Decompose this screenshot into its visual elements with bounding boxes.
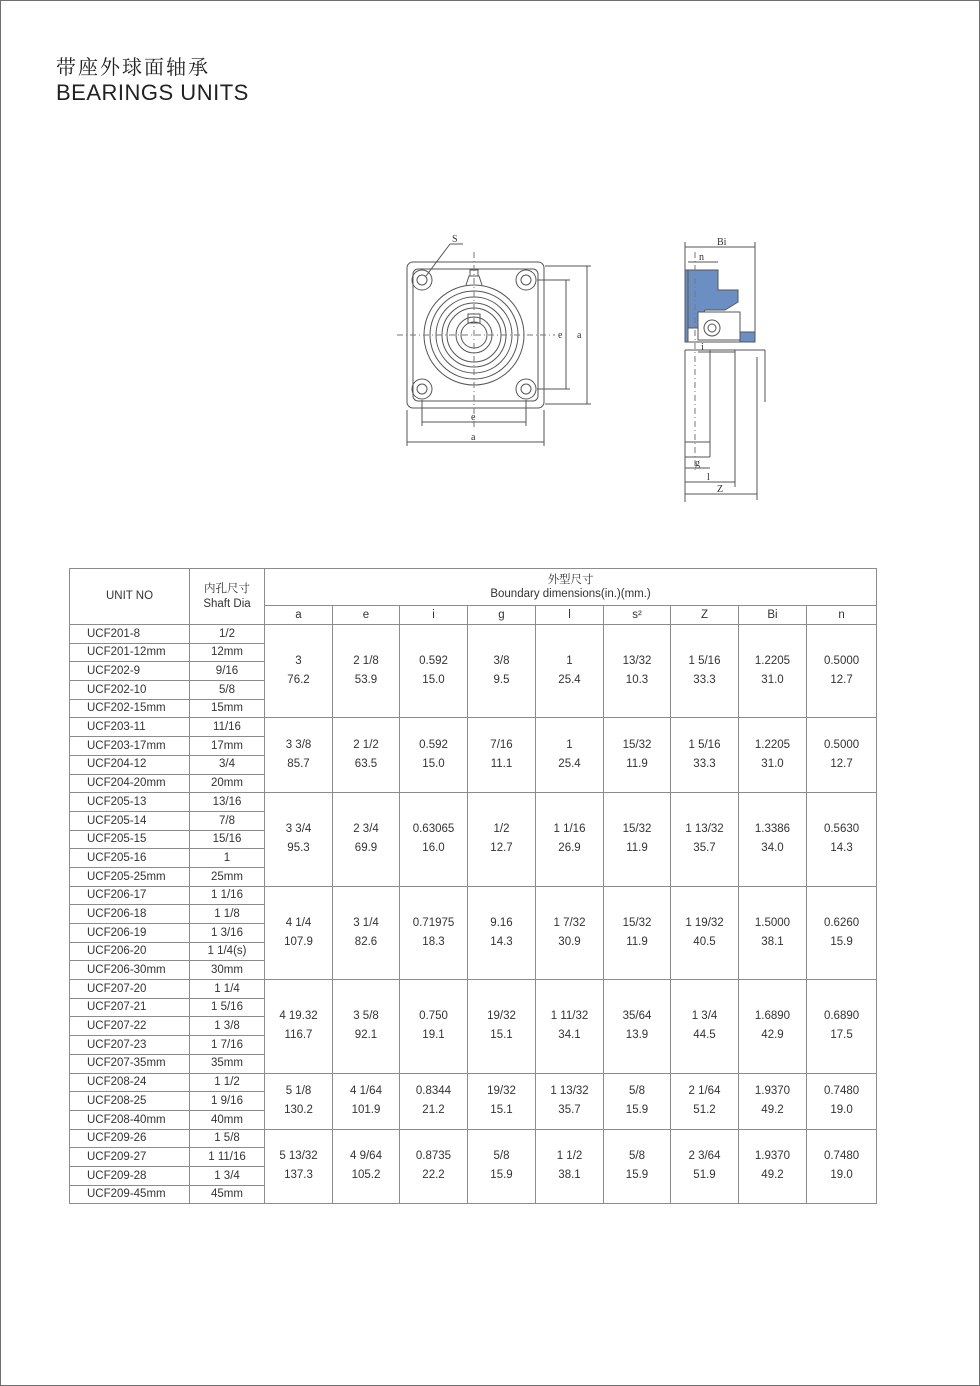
dimension-cell <box>400 625 468 718</box>
shaft-dia-cell: 13/16 <box>190 793 265 812</box>
dimension-inch: 5 1/8 <box>285 1085 312 1098</box>
dimension-cell <box>400 980 468 1073</box>
dimension-mm: 34.1 <box>558 1029 581 1042</box>
dimension-mm: 17.5 <box>830 1029 853 1042</box>
dimension-cell <box>807 1129 877 1204</box>
dimension-cell <box>400 886 468 979</box>
header-boundary-dimensions <box>265 569 877 606</box>
shaft-dia-cell: 12mm <box>190 643 265 662</box>
shaft-dia-cell: 40mm <box>190 1110 265 1129</box>
dimension-inch: 1.2205 <box>754 739 791 752</box>
subheader-cell: Z <box>671 606 739 625</box>
dimension-cell <box>604 718 671 793</box>
dimension-cell <box>468 886 536 979</box>
shaft-dia-cell: 17mm <box>190 737 265 756</box>
shaft-dia-cell: 1 1/2 <box>190 1073 265 1092</box>
dimension-mm: 15.1 <box>490 1029 513 1042</box>
shaft-dia-cell: 3/4 <box>190 755 265 774</box>
dimension-inch: 1 <box>566 655 573 668</box>
subheader-cell: s² <box>604 606 671 625</box>
dimension-inch: 5/8 <box>493 1150 510 1163</box>
unit-no-cell: UCF204-12 <box>70 755 190 774</box>
subheader-cell: g <box>468 606 536 625</box>
unit-no-cell: UCF205-13 <box>70 793 190 812</box>
dimension-mm: 49.2 <box>761 1169 784 1182</box>
dimension-cell <box>536 886 604 979</box>
dimension-cell <box>468 793 536 886</box>
dimension-inch: 1 5/16 <box>688 655 721 668</box>
dimension-mm: 76.2 <box>287 674 310 687</box>
dimension-mm: 15.0 <box>422 758 445 771</box>
dimension-inch: 0.6260 <box>823 916 860 929</box>
dimension-cell <box>468 1129 536 1204</box>
unit-no-cell: UCF206-17 <box>70 886 190 905</box>
dimension-mm: 53.9 <box>354 674 378 687</box>
dimension-cell <box>739 793 807 886</box>
shaft-dia-cell: 1 11/16 <box>190 1148 265 1167</box>
dimension-cell <box>604 625 671 718</box>
dimension-cell <box>333 886 400 979</box>
dimension-cell <box>265 1129 333 1204</box>
header-boundary-en: Boundary dimensions(in.)(mm.) <box>490 588 651 600</box>
dimension-mm: 38.1 <box>558 1169 581 1182</box>
shaft-dia-cell: 30mm <box>190 961 265 980</box>
dimension-inch: 1 13/32 <box>550 1085 589 1098</box>
dimension-inch: 5/8 <box>629 1085 645 1098</box>
dimension-inch: 15/32 <box>622 823 652 836</box>
dimension-inch: 0.592 <box>419 739 448 752</box>
dimension-cell <box>604 1129 671 1204</box>
dimension-mm: 35.7 <box>558 1104 581 1117</box>
dimension-mm: 130.2 <box>284 1104 313 1117</box>
unit-no-cell: UCF206-30mm <box>70 961 190 980</box>
dimension-inch: 1/2 <box>493 823 510 836</box>
dimension-inch: 3 3/8 <box>285 739 312 752</box>
dimension-inch: 4 19.32 <box>279 1010 318 1023</box>
dimension-mm: 11.9 <box>626 758 648 771</box>
dimension-mm: 25.4 <box>558 758 581 771</box>
dimension-cell <box>807 718 877 793</box>
dimension-mm: 15.0 <box>422 674 445 687</box>
dimension-mm: 11.9 <box>626 842 648 855</box>
dimension-cell <box>400 718 468 793</box>
unit-no-cell: UCF205-14 <box>70 811 190 830</box>
dimension-inch: 3 1/4 <box>353 916 379 929</box>
dimension-cell <box>739 718 807 793</box>
dimension-inch: 19/32 <box>487 1010 516 1023</box>
dimension-mm: 69.9 <box>354 842 378 855</box>
table-row <box>70 793 877 812</box>
unit-no-cell: UCF202-15mm <box>70 699 190 718</box>
label-bi: Bi <box>717 237 727 248</box>
shaft-dia-cell: 1/2 <box>190 625 265 644</box>
dimension-cell <box>536 793 604 886</box>
label-a-horizontal: a <box>471 432 476 443</box>
page-title-english: BEARINGS UNITS <box>56 80 249 105</box>
dimension-cell <box>333 1129 400 1204</box>
dimension-inch: 0.7480 <box>823 1085 860 1098</box>
dimension-inch: 1.9370 <box>754 1150 791 1163</box>
dimension-mm: 51.2 <box>693 1104 716 1117</box>
dimension-mm: 15.1 <box>490 1104 513 1117</box>
unit-no-cell: UCF209-28 <box>70 1166 190 1185</box>
dimension-cell <box>265 980 333 1073</box>
dimension-cell <box>807 886 877 979</box>
dimension-inch: 2 1/2 <box>353 739 379 752</box>
dimension-mm: 33.3 <box>693 758 716 771</box>
header-shaft-dia <box>190 569 265 625</box>
table-body <box>70 625 877 1204</box>
dimension-mm: 30.9 <box>558 935 581 948</box>
bearing-unit-drawing <box>395 232 775 507</box>
dimension-cell <box>807 793 877 886</box>
table-row <box>70 1073 877 1092</box>
dimension-cell <box>333 625 400 718</box>
dimension-inch: 5/8 <box>629 1150 645 1163</box>
dimension-cell <box>468 625 536 718</box>
dimension-inch: 0.8344 <box>415 1085 452 1098</box>
unit-no-cell: UCF206-19 <box>70 924 190 943</box>
subheader-cell: a <box>265 606 333 625</box>
dimension-inch: 3 <box>295 655 302 668</box>
unit-no-cell: UCF207-20 <box>70 980 190 999</box>
unit-no-cell: UCF208-25 <box>70 1092 190 1111</box>
unit-no-cell: UCF206-18 <box>70 905 190 924</box>
dimension-cell <box>671 793 739 886</box>
dimension-mm: 22.2 <box>422 1169 445 1182</box>
dimension-inch: 19/32 <box>487 1085 516 1098</box>
dimension-mm: 137.3 <box>284 1169 313 1182</box>
table-row <box>70 886 877 905</box>
dimension-cell <box>807 980 877 1073</box>
dimension-cell <box>671 625 739 718</box>
dimension-cell <box>671 980 739 1073</box>
unit-no-cell: UCF209-27 <box>70 1148 190 1167</box>
label-g: g <box>695 458 700 469</box>
dimension-cell <box>604 793 671 886</box>
shaft-dia-cell: 45mm <box>190 1185 265 1204</box>
unit-no-cell: UCF202-10 <box>70 681 190 700</box>
dimension-cell <box>807 1073 877 1129</box>
dimension-cell <box>265 625 333 718</box>
unit-no-cell: UCF201-8 <box>70 625 190 644</box>
shaft-dia-cell: 1 5/16 <box>190 998 265 1017</box>
unit-no-cell: UCF208-40mm <box>70 1110 190 1129</box>
dimension-mm: 21.2 <box>422 1104 445 1117</box>
dimension-cell <box>807 625 877 718</box>
subheader-cell: Bi <box>739 606 807 625</box>
dimension-cell <box>536 718 604 793</box>
header-shaft-cn: 内孔尺寸 <box>204 583 250 596</box>
dimension-cell <box>671 1129 739 1204</box>
dimension-inch: 1.2205 <box>754 655 791 668</box>
dimension-inch: 0.750 <box>419 1010 448 1023</box>
shaft-dia-cell: 1 1/4(s) <box>190 942 265 961</box>
dimension-inch: 1 19/32 <box>685 916 724 929</box>
subheader-cell: e <box>333 606 400 625</box>
shaft-dia-cell: 25mm <box>190 867 265 886</box>
dimension-cell <box>468 718 536 793</box>
dimension-cell <box>265 886 333 979</box>
dimension-inch: 1 13/32 <box>685 823 724 836</box>
dimension-inch: 0.63065 <box>412 823 455 836</box>
unit-no-cell: UCF207-21 <box>70 998 190 1017</box>
front-view <box>397 244 591 446</box>
dimension-cell <box>265 793 333 886</box>
dimension-mm: 49.2 <box>761 1104 784 1117</box>
dimension-cell <box>333 793 400 886</box>
dimension-mm: 14.3 <box>490 935 513 948</box>
subheader-cell: n <box>807 606 877 625</box>
shaft-dia-cell: 1 1/8 <box>190 905 265 924</box>
dimension-cell <box>671 718 739 793</box>
header-boundary-cn: 外型尺寸 <box>547 573 594 586</box>
dimension-cell <box>333 1073 400 1129</box>
dimension-mm: 15.9 <box>830 935 853 948</box>
unit-no-cell: UCF208-24 <box>70 1073 190 1092</box>
dimension-mm: 33.3 <box>693 674 716 687</box>
dimension-inch: 1 7/32 <box>553 916 586 929</box>
dimension-mm: 15.9 <box>625 1104 649 1117</box>
dimension-cell <box>739 625 807 718</box>
dimension-mm: 42.9 <box>761 1029 784 1042</box>
header-shaft-en: Shaft Dia <box>203 597 251 610</box>
label-e-horizontal: e <box>471 412 476 423</box>
shaft-dia-cell: 1 1/16 <box>190 886 265 905</box>
dimension-mm: 19.0 <box>830 1104 853 1117</box>
shaft-dia-cell: 1 <box>190 849 265 868</box>
dimension-cell <box>604 980 671 1073</box>
dimension-inch: 7/16 <box>490 739 513 752</box>
dimension-mm: 63.5 <box>354 758 378 771</box>
dimension-cell <box>400 1073 468 1129</box>
dimension-mm: 105.2 <box>351 1169 381 1182</box>
dimension-inch: 1.9370 <box>754 1085 791 1098</box>
dimension-inch: 2 1/64 <box>688 1085 721 1098</box>
dimension-cell <box>536 625 604 718</box>
shaft-dia-cell: 20mm <box>190 774 265 793</box>
shaft-dia-cell: 1 1/4 <box>190 980 265 999</box>
dimension-mm: 19.0 <box>830 1169 853 1182</box>
dimension-mm: 40.5 <box>693 935 716 948</box>
dimension-mm: 34.0 <box>761 842 784 855</box>
unit-no-cell: UCF204-20mm <box>70 774 190 793</box>
dimension-mm: 12.7 <box>830 758 853 771</box>
dimension-inch: 3 5/8 <box>353 1010 379 1023</box>
dimension-mm: 107.9 <box>284 935 313 948</box>
dimension-cell <box>604 886 671 979</box>
shaft-dia-cell: 5/8 <box>190 681 265 700</box>
dimension-cell <box>468 980 536 1073</box>
table-row <box>70 625 877 644</box>
label-s: S <box>452 234 458 245</box>
dimension-mm: 31.0 <box>761 674 784 687</box>
dimension-inch: 0.71975 <box>412 916 455 929</box>
dimension-inch: 4 1/64 <box>350 1085 382 1098</box>
dimension-mm: 44.5 <box>693 1029 716 1042</box>
dimension-mm: 25.4 <box>558 674 581 687</box>
dimension-mm: 11.1 <box>490 758 513 771</box>
shaft-dia-cell: 1 3/4 <box>190 1166 265 1185</box>
dimension-cell <box>671 886 739 979</box>
dimension-inch: 0.5000 <box>823 655 860 668</box>
dimension-mm: 101.9 <box>351 1104 381 1117</box>
dimension-cell <box>400 1129 468 1204</box>
table-row <box>70 980 877 999</box>
unit-no-cell: UCF205-16 <box>70 849 190 868</box>
dimension-inch: 2 3/4 <box>353 823 379 836</box>
shaft-dia-cell: 15mm <box>190 699 265 718</box>
dimension-inch: 1 <box>566 739 573 752</box>
dimension-inch: 2 1/8 <box>353 655 379 668</box>
dimension-cell <box>604 1073 671 1129</box>
dimension-mm: 15.9 <box>625 1169 649 1182</box>
dimension-inch: 2 3/64 <box>688 1150 721 1163</box>
dimension-cell <box>265 1073 333 1129</box>
table-row <box>70 1129 877 1148</box>
subheader-cell: i <box>400 606 468 625</box>
dimension-inch: 1 1/2 <box>556 1150 583 1163</box>
dimension-cell <box>536 980 604 1073</box>
dimension-mm: 9.5 <box>493 674 510 687</box>
dimension-inch: 0.5000 <box>823 739 860 752</box>
dimension-mm: 15.9 <box>490 1169 513 1182</box>
dimension-mm: 11.9 <box>626 935 648 948</box>
dimension-inch: 1 11/32 <box>550 1010 589 1023</box>
dimension-mm: 35.7 <box>693 842 716 855</box>
dimension-inch: 0.5630 <box>823 823 860 836</box>
shaft-dia-cell: 7/8 <box>190 811 265 830</box>
unit-no-cell: UCF201-12mm <box>70 643 190 662</box>
dimension-inch: 9.16 <box>490 916 513 929</box>
dimension-cell <box>739 1129 807 1204</box>
header-unit-no: UNIT NO <box>70 569 190 625</box>
unit-no-cell: UCF207-35mm <box>70 1054 190 1073</box>
dimension-inch: 1.5000 <box>754 916 791 929</box>
dimension-cell <box>400 793 468 886</box>
shaft-dia-cell: 15/16 <box>190 830 265 849</box>
shaft-dia-cell: 1 3/16 <box>190 924 265 943</box>
shaft-dia-cell: 1 5/8 <box>190 1129 265 1148</box>
unit-no-cell: UCF203-17mm <box>70 737 190 756</box>
dimension-cell <box>671 1073 739 1129</box>
page-title-chinese: 带座外球面轴承 <box>56 55 210 79</box>
dimension-cell <box>265 718 333 793</box>
dimension-inch: 1.3386 <box>754 823 791 836</box>
dimension-mm: 38.1 <box>761 935 784 948</box>
label-i: i <box>701 342 704 353</box>
shaft-dia-cell: 1 3/8 <box>190 1017 265 1036</box>
dimension-inch: 35/64 <box>622 1010 652 1023</box>
dimension-mm: 31.0 <box>761 758 784 771</box>
dimension-inch: 1 1/16 <box>553 823 586 836</box>
dimension-inch: 0.7480 <box>823 1150 860 1163</box>
unit-no-cell: UCF205-15 <box>70 830 190 849</box>
label-l: l <box>707 472 710 483</box>
dimension-inch: 1 5/16 <box>688 739 721 752</box>
unit-no-cell: UCF202-9 <box>70 662 190 681</box>
dimension-mm: 18.3 <box>422 935 445 948</box>
dimension-cell <box>468 1073 536 1129</box>
dimension-inch: 0.6890 <box>823 1010 860 1023</box>
dimension-mm: 16.0 <box>422 842 445 855</box>
dimension-mm: 12.7 <box>490 842 513 855</box>
dimension-inch: 1.6890 <box>754 1010 791 1023</box>
shaft-dia-cell: 1 9/16 <box>190 1092 265 1111</box>
shaft-dia-cell: 35mm <box>190 1054 265 1073</box>
dimension-cell <box>536 1129 604 1204</box>
shaft-dia-cell: 11/16 <box>190 718 265 737</box>
unit-no-cell: UCF209-26 <box>70 1129 190 1148</box>
dimension-mm: 92.1 <box>354 1029 378 1042</box>
unit-no-cell: UCF207-23 <box>70 1036 190 1055</box>
dimension-inch: 0.8735 <box>415 1150 452 1163</box>
table-row <box>70 718 877 737</box>
dimension-inch: 4 1/4 <box>285 916 312 929</box>
dimension-cell <box>739 886 807 979</box>
dimension-inch: 4 9/64 <box>350 1150 382 1163</box>
dimension-inch: 3 3/4 <box>285 823 312 836</box>
dimension-mm: 19.1 <box>422 1029 445 1042</box>
shaft-dia-cell: 1 7/16 <box>190 1036 265 1055</box>
dimension-inch: 13/32 <box>622 655 652 668</box>
dimension-inch: 3/8 <box>493 655 510 668</box>
dimension-mm: 10.3 <box>625 674 649 687</box>
unit-no-cell: UCF209-45mm <box>70 1185 190 1204</box>
unit-no-cell: UCF205-25mm <box>70 867 190 886</box>
dimensions-table <box>69 568 877 1204</box>
dimension-cell <box>333 980 400 1073</box>
label-a-vertical: a <box>577 330 582 341</box>
dimension-cell <box>739 980 807 1073</box>
dimension-cell <box>536 1073 604 1129</box>
dimension-inch: 15/32 <box>622 916 652 929</box>
dimension-mm: 13.9 <box>625 1029 649 1042</box>
dimension-inch: 0.592 <box>419 655 448 668</box>
dimension-cell <box>739 1073 807 1129</box>
label-n: n <box>699 252 704 263</box>
dimension-inch: 5 13/32 <box>279 1150 318 1163</box>
shaft-dia-cell: 9/16 <box>190 662 265 681</box>
dimension-mm: 12.7 <box>830 674 853 687</box>
unit-no-cell: UCF203-11 <box>70 718 190 737</box>
dimension-mm: 26.9 <box>558 842 581 855</box>
dimension-mm: 85.7 <box>287 758 310 771</box>
dimension-cell <box>333 718 400 793</box>
dimension-mm: 82.6 <box>354 935 378 948</box>
dimension-mm: 51.9 <box>693 1169 716 1182</box>
dimension-inch: 15/32 <box>622 739 652 752</box>
label-e-vertical: e <box>558 330 563 341</box>
unit-no-cell: UCF206-20 <box>70 942 190 961</box>
dimension-mm: 116.7 <box>284 1029 313 1042</box>
dimension-mm: 14.3 <box>830 842 853 855</box>
subheader-cell: l <box>536 606 604 625</box>
label-z: Z <box>717 484 724 495</box>
dimension-mm: 95.3 <box>287 842 310 855</box>
dimension-inch: 1 3/4 <box>691 1010 718 1023</box>
unit-no-cell: UCF207-22 <box>70 1017 190 1036</box>
